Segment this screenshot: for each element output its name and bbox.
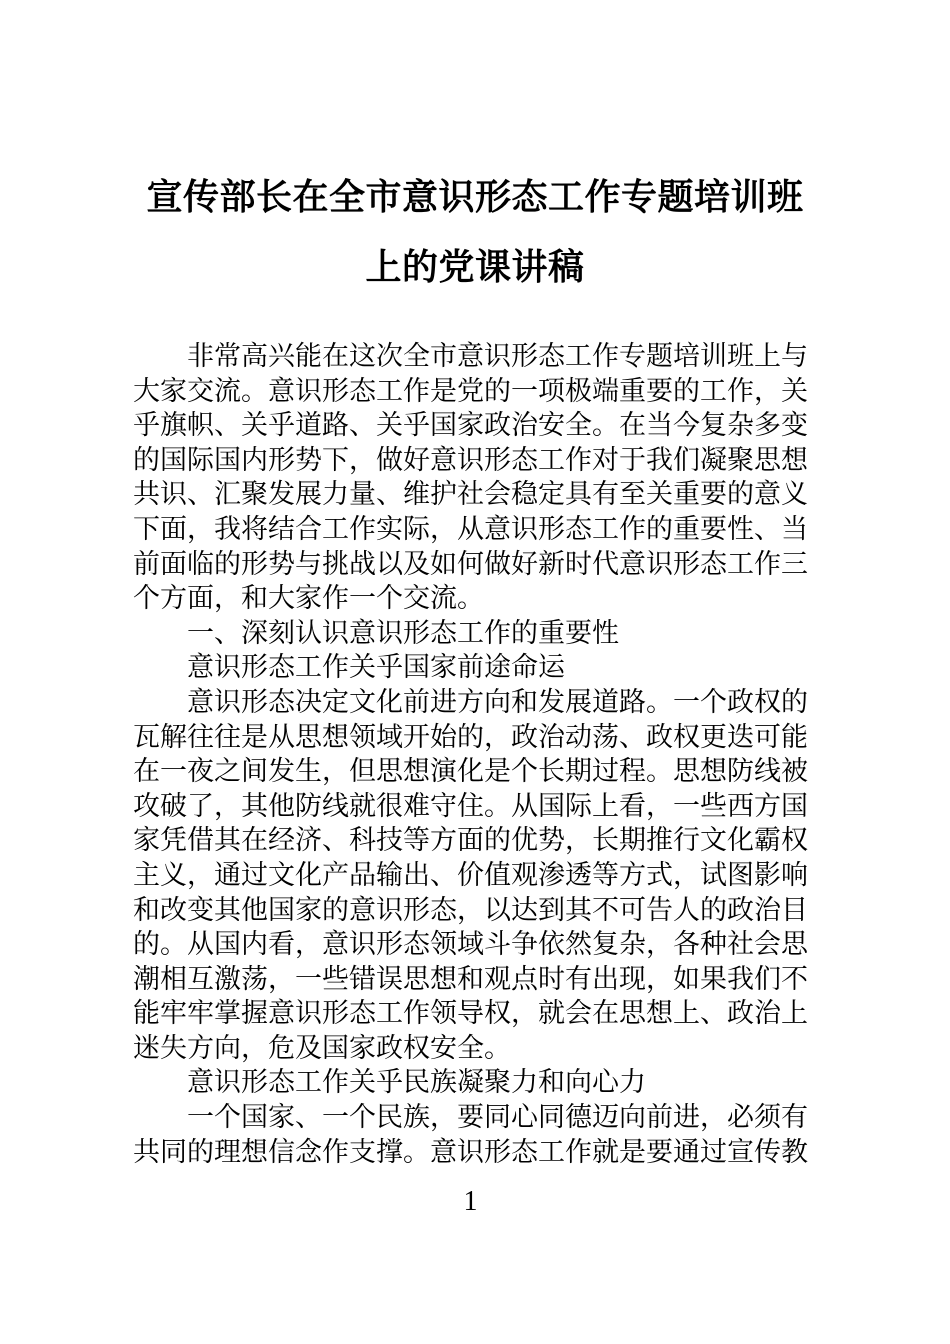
text-line: 潮相互激荡，一些错误思想和观点时有出现，如果我们不 bbox=[133, 963, 808, 994]
text-line: 瓦解往往是从思想领域开始的，政治动荡、政权更迭可能 bbox=[133, 721, 808, 752]
heading-line: 意识形态工作关乎国家前途命运 bbox=[187, 652, 565, 683]
text-line: 共识、汇聚发展力量、维护社会稳定具有至关重要的意义 bbox=[133, 479, 808, 510]
text-line: 乎旗帜、关乎道路、关乎国家政治安全。在当今复杂多变 bbox=[133, 410, 808, 441]
text-line: 前面临的形势与挑战以及如何做好新时代意识形态工作三 bbox=[133, 548, 808, 579]
text-line: 的。从国内看，意识形态领域斗争依然复杂，各种社会思 bbox=[133, 929, 808, 960]
paragraph-national-destiny bbox=[133, 685, 808, 1066]
title-line-2: 上的党课讲稿 bbox=[365, 246, 585, 287]
text-line: 在一夜之间发生，但思想演化是个长期过程。思想防线被 bbox=[133, 756, 808, 787]
title-line-1: 宣传部长在全市意识形态工作专题培训班 bbox=[146, 176, 804, 217]
text-line: 迷失方向，危及国家政权安全。 bbox=[133, 1032, 511, 1063]
text-line: 非常高兴能在这次全市意识形态工作专题培训班上与 bbox=[187, 341, 808, 371]
document-title bbox=[0, 162, 950, 302]
text-line: 意识形态决定文化前进方向和发展道路。一个政权的 bbox=[187, 686, 808, 717]
text-line: 的国际国内形势下，做好意识形态工作对于我们凝聚思想 bbox=[133, 444, 808, 475]
text-line: 攻破了，其他防线就很难守住。从国际上看，一些西方国 bbox=[133, 790, 808, 821]
paragraph-cohesion bbox=[133, 1100, 808, 1169]
section-heading-1 bbox=[133, 616, 808, 651]
text-line: 主义，通过文化产品输出、价值观渗透等方式，试图影响 bbox=[133, 859, 808, 890]
text-line: 个方面，和大家作一个交流。 bbox=[133, 583, 484, 614]
heading-line: 意识形态工作关乎民族凝聚力和向心力 bbox=[187, 1067, 646, 1098]
text-line: 大家交流。意识形态工作是党的一项极端重要的工作，关 bbox=[133, 375, 808, 406]
document-body bbox=[133, 339, 808, 1169]
page-number: 1 bbox=[463, 1186, 478, 1217]
sub-heading-2 bbox=[133, 1065, 808, 1100]
text-line: 能牢牢掌握意识形态工作领导权，就会在思想上、政治上 bbox=[133, 998, 808, 1029]
text-line: 共同的理想信念作支撑。意识形态工作就是要通过宣传教 bbox=[133, 1136, 808, 1167]
text-line: 一个国家、一个民族，要同心同德迈向前进，必须有 bbox=[187, 1102, 808, 1133]
sub-heading-1 bbox=[133, 650, 808, 685]
text-line: 下面，我将结合工作实际，从意识形态工作的重要性、当 bbox=[133, 513, 808, 544]
text-line: 和改变其他国家的意识形态，以达到其不可告人的政治目 bbox=[133, 894, 808, 925]
paragraph-opening bbox=[133, 339, 808, 616]
heading-line: 一、深刻认识意识形态工作的重要性 bbox=[187, 617, 619, 648]
text-line: 家凭借其在经济、科技等方面的优势，长期推行文化霸权 bbox=[133, 825, 808, 856]
